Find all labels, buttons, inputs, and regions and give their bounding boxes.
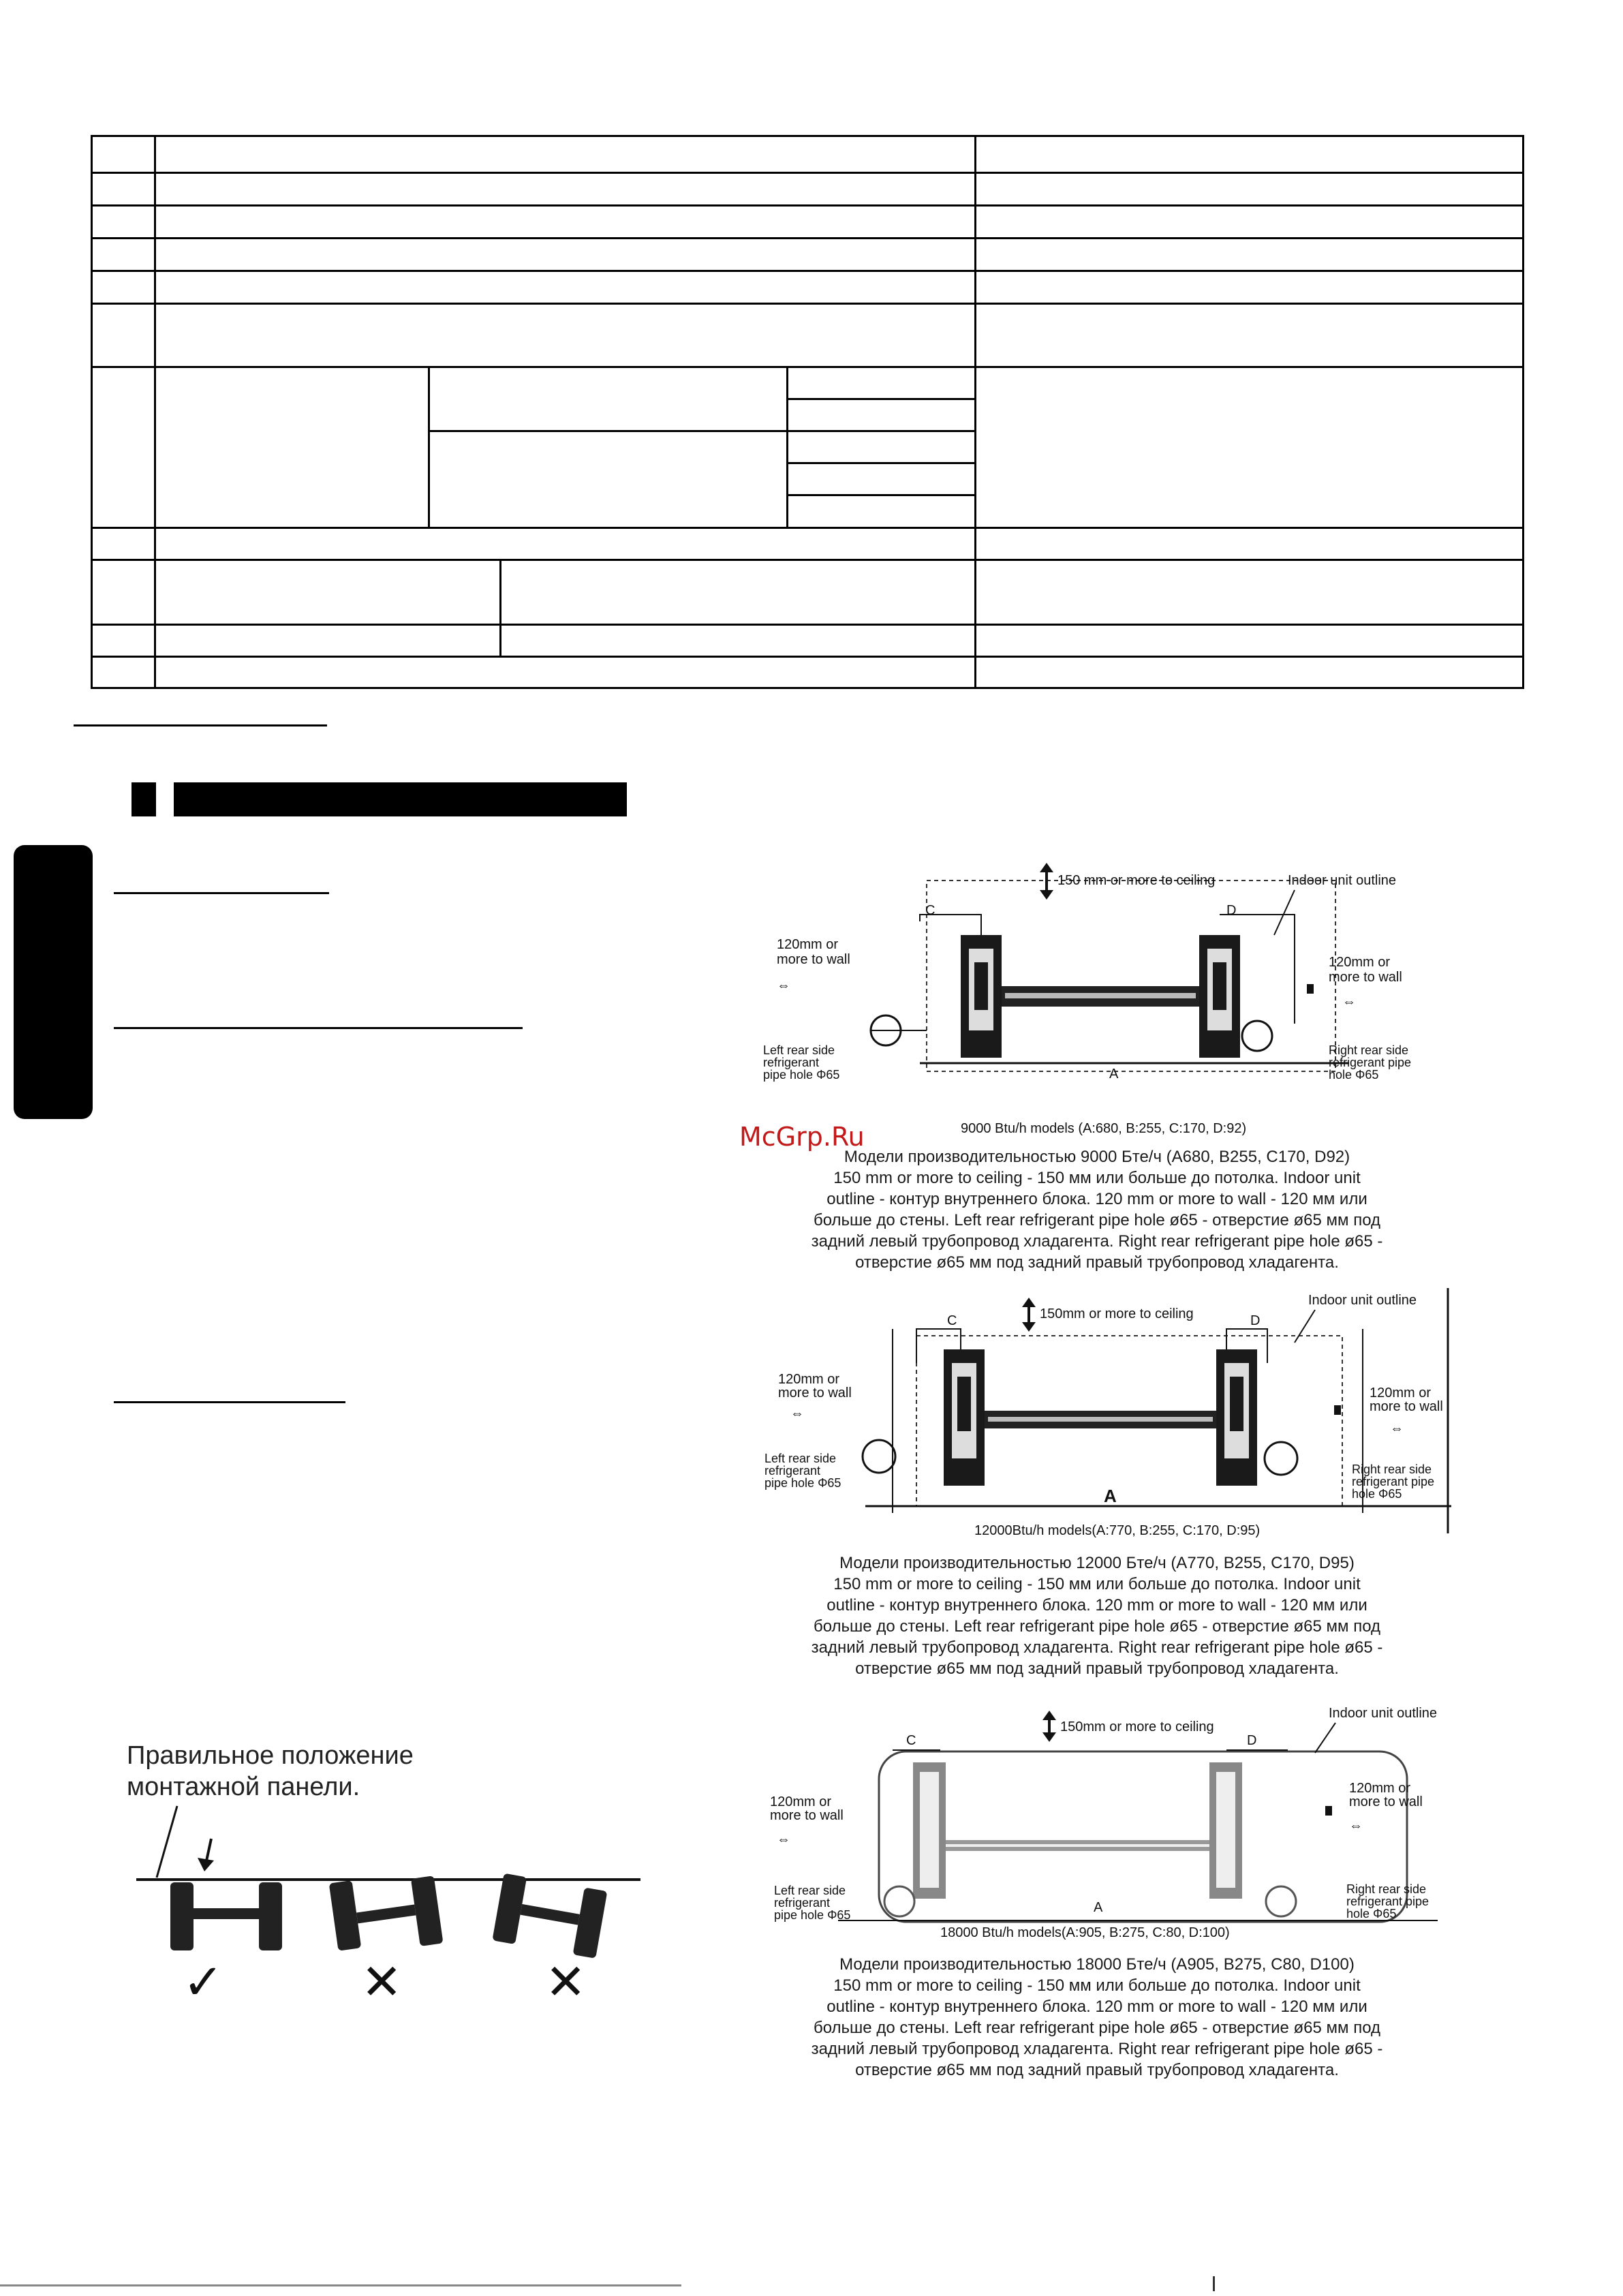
left-pipe-3: pipe hole Φ65 — [764, 1476, 841, 1490]
model-label: 9000 Btu/h models (A:680, B:255, C:170, D:92) — [961, 1121, 1247, 1136]
left-pipe-2: refrigerant — [763, 1056, 820, 1069]
svg-text:⇔: ⇔ — [1349, 1818, 1363, 1833]
outline-label: Indoor unit outline — [1308, 1293, 1417, 1308]
right-bracket — [1216, 1349, 1257, 1486]
right-pipe-1: Right rear side — [1346, 1882, 1427, 1896]
dim-a: A — [1109, 1067, 1119, 1082]
panel-wrong-1 — [329, 1869, 444, 1957]
left-bracket — [913, 1762, 946, 1899]
subheading-underline-2 — [114, 1027, 523, 1029]
section-underline — [74, 724, 327, 726]
bottom-mark — [1213, 2276, 1215, 2291]
dim-d: D — [1250, 1313, 1261, 1328]
language-side-tab — [14, 845, 93, 1119]
outline-label: Indoor unit outline — [1329, 1706, 1438, 1721]
figure-18000-caption: Модели производительностью 18000 Бте/ч (A905, B275, C80, D100) 150 mm or more to ceiling - 150 мм или больше до потолка. Indoor unit outline - контур внутреннего блока. 120 mm or more to wall - 120 мм или больше до стены. Left rear refrigerant pipe hole ø65 - отверстие ø65 мм под задний левый трубопровод хладагента. Right rear refrigerant pipe hole ø65 - отверстие ø65 мм под задний правый трубопровод хладагента. — [811, 1955, 1383, 2079]
ceiling-label: 150 mm or more to ceiling — [1057, 873, 1216, 888]
left-pipe-3: pipe hole Φ65 — [774, 1908, 851, 1922]
wall-left-2: more to wall — [770, 1808, 844, 1823]
outline-label: Indoor unit outline — [1288, 873, 1397, 888]
left-pipe-2: refrigerant — [764, 1464, 821, 1478]
model-label: 18000 Btu/h models(A:905, B:275, C:80, D:100) — [940, 1925, 1230, 1940]
right-pipe-1: Right rear side — [1329, 1043, 1409, 1057]
ceiling-label: 150mm or more to ceiling — [1060, 1719, 1214, 1734]
wall-right-1: 120mm or — [1329, 955, 1391, 970]
correct-check-icon: ✓ — [183, 1953, 224, 2010]
right-pipe-2: refrigerant pipe — [1346, 1895, 1429, 1908]
left-pipe-2: refrigerant — [774, 1896, 831, 1910]
figure-9000-caption: Модели производительностью 9000 Бте/ч (A680, B255, C170, D92) 150 mm or more to ceiling - 150 мм или больше до потолка. Indoor unit outline - контур внутреннего блока. 120 mm or more to wall - 120 мм или больше до стены. Left rear refrigerant pipe hole ø65 - отверстие ø65 мм под задний левый трубопровод хладагента. Right rear refrigerant pipe hole ø65 - отверстие ø65 мм под задний правый трубопровод хладагента. — [811, 1148, 1383, 1272]
left-pipe-3: pipe hole Φ65 — [763, 1068, 840, 1082]
svg-text:⇔: ⇔ — [1390, 1421, 1404, 1436]
svg-text:⇔: ⇔ — [1342, 994, 1356, 1009]
wall-right-1: 120mm or — [1370, 1386, 1432, 1400]
svg-text:⇔: ⇔ — [790, 1406, 804, 1421]
panel-wrong-2 — [492, 1873, 607, 1959]
dim-c: C — [925, 903, 936, 918]
left-pipe-1: Left rear side — [764, 1452, 837, 1465]
wall-left-1: 120mm or — [778, 1372, 840, 1387]
figure-12000-caption: Модели производительностью 12000 Бте/ч (A770, B255, C170, D95) 150 mm or more to ceiling - 150 мм или больше до потолка. Indoor unit outline - контур внутреннего блока. 120 mm or more to wall - 120 мм или больше до стены. Left rear refrigerant pipe hole ø65 - отверстие ø65 мм под задний левый трубопровод хладагента. Right rear refrigerant pipe hole ø65 - отверстие ø65 мм под задний правый трубопровод хладагента. — [811, 1554, 1383, 1678]
dim-c: C — [947, 1313, 957, 1328]
wall-right-2: more to wall — [1329, 970, 1402, 985]
wall-left-1: 120mm or — [770, 1794, 832, 1809]
left-bracket — [961, 935, 1002, 1058]
dim-d: D — [1247, 1733, 1257, 1748]
figure-18000-diagram — [749, 1704, 1451, 1949]
watermark: McGrp.Ru — [739, 1122, 865, 1152]
section-heading-bar — [174, 782, 627, 816]
svg-text:⇔: ⇔ — [777, 978, 790, 993]
subheading-underline-3 — [114, 1401, 345, 1403]
bottom-rule — [0, 2284, 681, 2286]
figure-9000-diagram — [749, 860, 1451, 1139]
right-pipe-2: refrigerant pipe — [1352, 1475, 1435, 1488]
right-pipe-hole — [1242, 1021, 1272, 1051]
section-heading-marker — [132, 782, 156, 816]
left-pipe-1: Left rear side — [774, 1884, 846, 1897]
left-bracket — [944, 1349, 985, 1486]
panel-correct — [170, 1882, 282, 1950]
figure-12000-diagram — [749, 1288, 1451, 1547]
right-bracket — [1209, 1762, 1242, 1899]
dim-d: D — [1226, 903, 1237, 918]
right-pipe-1: Right rear side — [1352, 1463, 1432, 1476]
dim-c: C — [906, 1733, 916, 1748]
dim-a: A — [1094, 1900, 1103, 1915]
model-label: 12000Btu/h models(A:770, B:255, C:170, D:95) — [974, 1523, 1261, 1538]
right-pipe-3: hole Φ65 — [1329, 1068, 1379, 1082]
panel-position-diagram — [129, 1799, 647, 1963]
ceiling-label: 150mm or more to ceiling — [1040, 1306, 1194, 1321]
wall-left-2: more to wall — [777, 952, 850, 967]
wall-right-1: 120mm or — [1349, 1781, 1411, 1796]
panel-position-caption: Правильное положение монтажной панели. — [127, 1741, 414, 1801]
wall-right-2: more to wall — [1370, 1399, 1443, 1414]
right-pipe-2: refrigerant pipe — [1329, 1056, 1412, 1069]
right-pipe-3: hole Φ65 — [1352, 1487, 1402, 1501]
wrong-x-icon-1: ✕ — [361, 1953, 403, 2010]
right-bracket — [1199, 935, 1240, 1058]
wall-right-2: more to wall — [1349, 1794, 1423, 1809]
svg-text:⇔: ⇔ — [777, 1832, 790, 1847]
wall-left-2: more to wall — [778, 1386, 852, 1400]
left-pipe-1: Left rear side — [763, 1043, 835, 1057]
subheading-underline-1 — [114, 892, 329, 894]
dim-a: A — [1104, 1486, 1117, 1506]
wall-left-1: 120mm or — [777, 937, 839, 952]
wrong-x-icon-2: ✕ — [545, 1953, 587, 2010]
right-pipe-3: hole Φ65 — [1346, 1907, 1397, 1920]
